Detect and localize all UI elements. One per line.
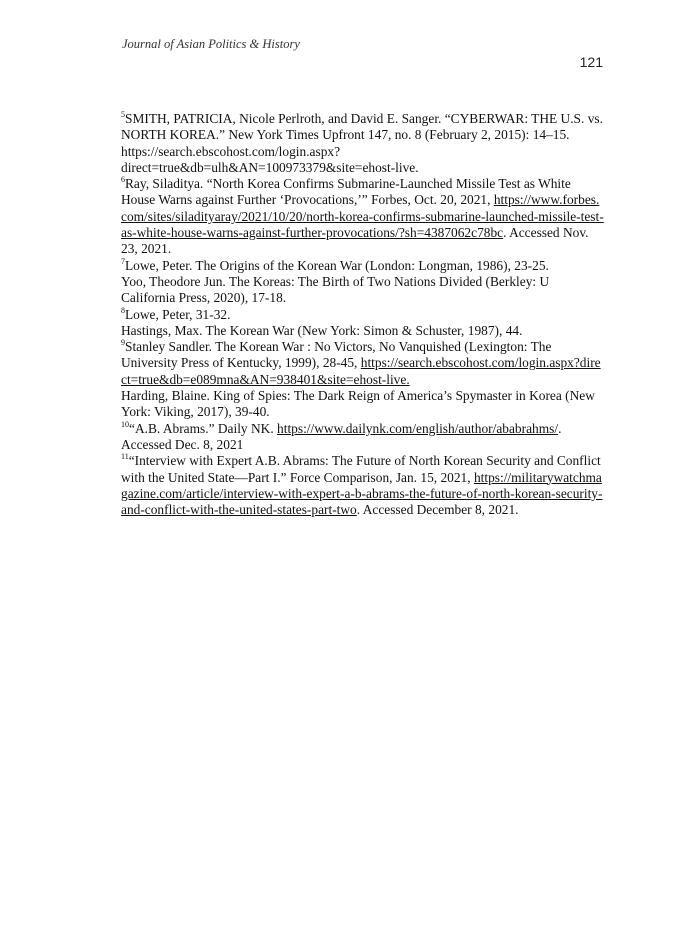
- footnote-11: [121, 453, 605, 518]
- footnote-after-text: . Accessed December 8, 2021.: [356, 502, 519, 518]
- footnote-mark: 10: [121, 419, 129, 429]
- footnote-text: “Interview with Expert A.B. Abrams: The Future of North Korean Security and Conflict with the United State—Part I.” Force Comparison, Jan. 15, 2021,: [121, 453, 601, 485]
- footnote-7: [121, 258, 605, 274]
- footnote-text: Ray, Siladitya. “North Korea Confirms Submarine-Launched Missile Test as White House Warns against Further ‘Provocations,’” Forbes, Oct. 20, 2021,: [121, 176, 571, 208]
- footnote-text: Lowe, Peter. The Origins of the Korean War (London: Longman, 1986), 23-25.: [125, 257, 549, 273]
- footnote-text: Stanley Sandler. The Korean War : No Victors, No Vanquished (Lexington: The University Press of Kentucky, 1999), 28-45,: [121, 339, 552, 371]
- page-number: 121: [579, 54, 603, 70]
- footnotes-list: [121, 111, 605, 518]
- footnote-text: “A.B. Abrams.” Daily NK.: [129, 420, 278, 436]
- footnote-text: Harding, Blaine. King of Spies: The Dark Reign of America’s Spymaster in Korea (New York: Viking, 2017), 39-40.: [121, 388, 595, 420]
- footnote-mark: 9: [121, 338, 125, 348]
- journal-title: Journal of Asian Politics & History: [122, 37, 300, 51]
- footnote-8-continued: [121, 323, 605, 339]
- footnote-after-text: . Accessed Dec. 8, 2021: [121, 420, 562, 452]
- footnote-link[interactable]: https://www.forbes.com/sites/siladityaray/2021/10/20/north-korea-confirms-submarine-launched-missile-test-as-white-house-warns-against-further-provocations/?sh=4387062c78bc: [121, 192, 604, 241]
- footnote-9-continued: [121, 388, 605, 421]
- footnote-mark: 7: [121, 256, 125, 266]
- footnote-link[interactable]: https://militarywatchmagazine.com/article/interview-with-expert-a-b-abrams-the-future-of-north-korean-security-and-conflict-with-the-united-states-part-two: [121, 469, 603, 518]
- footnote-5: [121, 111, 605, 176]
- footnote-link[interactable]: https://search.ebscohost.com/login.aspx?direct=true&db=e089mna&AN=938401&site=ehost-live.: [121, 355, 601, 387]
- footnote-9: [121, 339, 605, 388]
- footnote-mark: 11: [121, 452, 129, 462]
- footnote-text: SMITH, PATRICIA, Nicole Perlroth, and David E. Sanger. “CYBERWAR: THE U.S. vs. NORTH KOREA.” New York Times Upfront 147, no. 8 (February 2, 2015): 14–15. https://search.ebscohost.com/login.aspx?direct=true&db=ulh&AN=100973379&site=ehost-live.: [121, 111, 603, 175]
- footnote-8: [121, 307, 605, 323]
- footnote-text: Yoo, Theodore Jun. The Koreas: The Birth of Two Nations Divided (Berkley: U California Press, 2020), 17-18.: [121, 273, 550, 306]
- footnote-after-text: . Accessed Nov. 23, 2021.: [121, 225, 589, 257]
- footnote-text: Hastings, Max. The Korean War (New York: Simon & Schuster, 1987), 44.: [121, 322, 523, 338]
- footnote-mark: 5: [121, 110, 125, 119]
- footnote-mark: 8: [121, 305, 125, 315]
- footnote-10: [121, 421, 605, 454]
- footnote-text: Lowe, Peter, 31-32.: [125, 306, 231, 322]
- footnote-6: [121, 176, 605, 257]
- footnote-link[interactable]: https://www.dailynk.com/english/author/ababrahms/: [277, 420, 559, 436]
- footnote-mark: 6: [121, 175, 125, 185]
- footnote-7-continued: [121, 274, 605, 307]
